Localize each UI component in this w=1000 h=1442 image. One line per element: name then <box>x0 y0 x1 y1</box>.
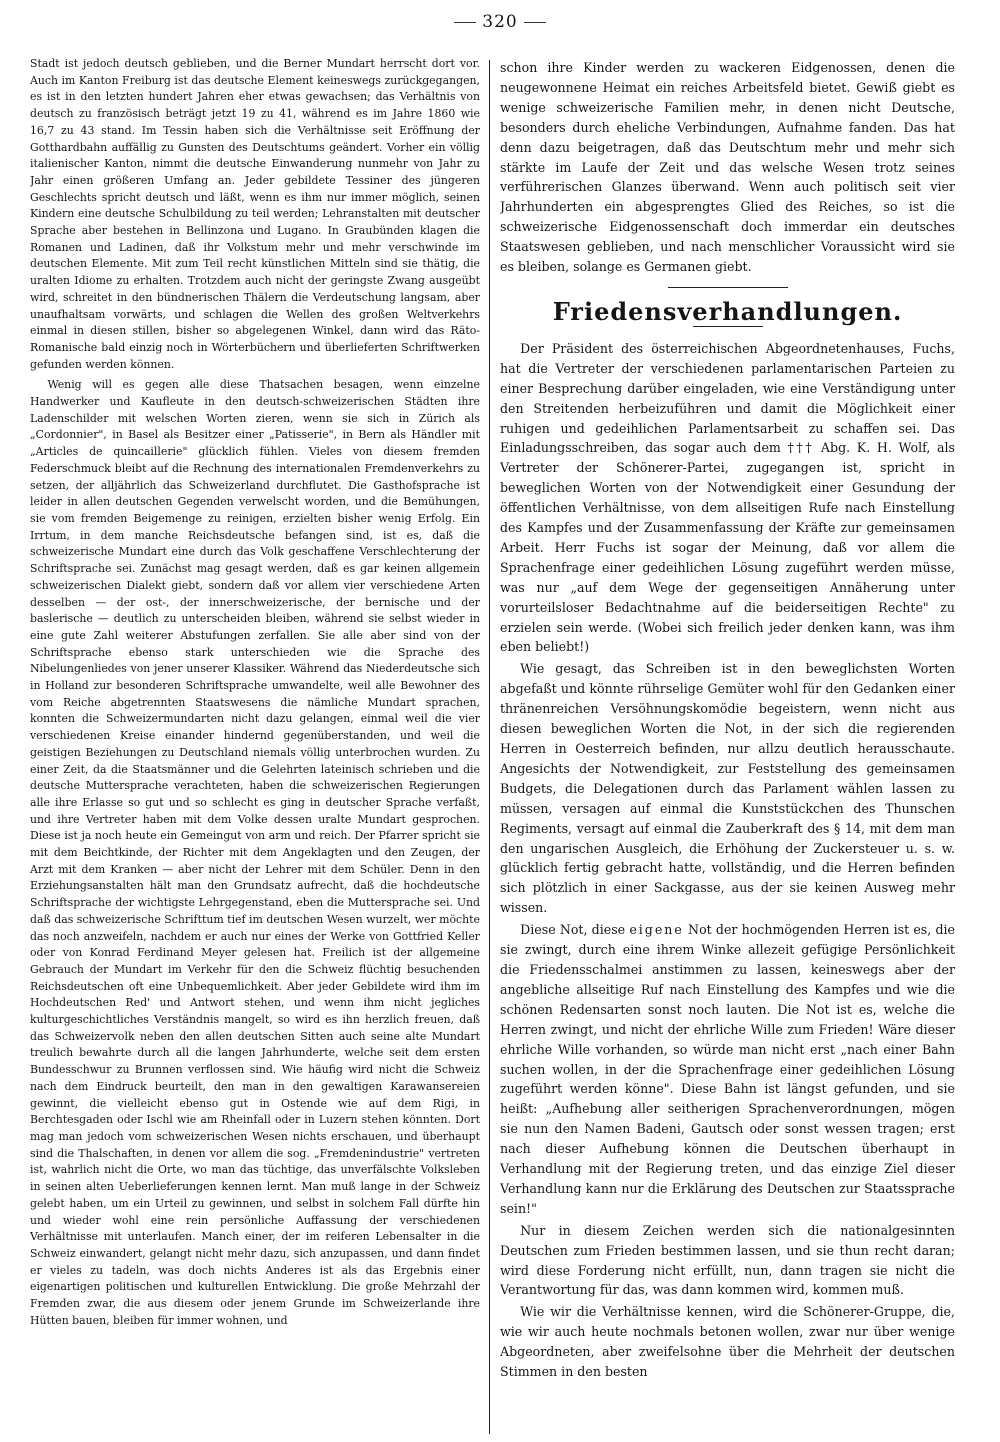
article-paragraph-1: Der Präsident des österreichischen Abgeordnetenhauses, Fuchs, hat die Vertreter der verschiedenen parlamentarischen Parteien zu einer Besprechung darüber eingeladen, wie eine Verständigung unter den Streitenden herbeizuführen und damit die Möglichkeit einer ruhigen und gedeihlichen Parlamentsarbeit zu schaffen sei. Das Einladungsschreiben, das sogar auch dem ††† Abg. K. H. Wolf, als Vertreter der Schönerer-Partei, zugegangen ist, spricht in beweglichen Worten von der Notwendigkeit einer Gesundung der öffentlichen Verhältnisse, von dem allseitigen Rufe nach Einstellung des Kampfes und der Zusammenfassung der Kräfte zur gemeinsamen Arbeit. Herr Fuchs ist sogar der Meinung, daß vor allem die Sprachenfrage einer gedeihlichen Lösung zugeführt werden müsse, was nur „auf dem Wege der gegenseitigen Annäherung unter vorurteilsloser Bedachtnahme auf die beiderseitigen Rechte" zu erzielen sein werde. (Wobei sich freilich jeder denken kann, was ihm eben beliebt!) <box>500 340 955 655</box>
article-paragraph-2: Wie gesagt, das Schreiben ist in den beweglichsten Worten abgefaßt und könnte rührselige Gemüter wohl für den Gedanken einer thränenreichen Versöhnungskomödie begeistern, wenn nicht aus diesen beweglichen Worten die Not, in der sich die regierenden Herren in Oesterreich befinden, nur allzu deutlich herausschaute. Angesichts der Notwendigkeit, zur Feststellung des gemeinsamen Budgets, die Delegationen durch das Parlament wählen lassen zu müssen, versagen auf einmal die Kunststückchen des Thunschen Regiments, versagt auf einmal die Zauberkraft des § 14, mit dem man den ungarischen Ausgleich, die Erhöhung der Zuckersteuer u. s. w. glücklich fertig gebracht hatte, vollständig, und die Herren befinden sich plötzlich in einer Sackgasse, aus der sie keinen Ausweg mehr wissen. <box>500 661 955 916</box>
left-paragraph-2: Wenig will es gegen alle diese Thatsachen besagen, wenn einzelne Handwerker und Kaufleute in den deutsch-schweizerischen Städten ihre Ladenschilder mit welschen Worten zieren, wenn sie sich in Zürich als „Cordonnier", in Basel als Besitzer einer „Patisserie", in Bern als Händler mit „Articles de quincaillerie" glücklich fühlen. Vieles von diesem fremden Federschmuck bleibt auf die Rechnung des internationalen Fremdenverkehrs zu setzen, der alljährlich das Schweizerland durchflutet. Die Gasthofsprache ist leider in allen deutschen Gegenden verwelscht worden, und die Bemühungen, sie vom fremden Beigemenge zu reinigen, erzielten bisher wenig Erfolg. Ein Irrtum, in dem manche Reichsdeutsche befangen sind, ist es, daß die schweizerische Mundart eine durch das Volk geschaffene Verschlechterung der Schriftsprache sei. Zunächst mag gesagt werden, daß es gar keinen allgemein schweizerischen Dialekt giebt, sondern daß vor allem vier verschiedene Arten desselben — der ost-, der innerschweizerische, der bernische und der baslerische — deutlich zu unterscheiden bleiben, während sie selbst wieder in eine gute Zahl weiterer Abstufungen zerfallen. Sie alle aber sind von der Schriftsprache ebenso stark unterschieden wie die Sprache des Nibelungenliedes von jener unserer Klassiker. Während das Niederdeutsche sich in Holland zur besonderen Schriftsprache umwandelte, weil alle Bewohner des vom Reiche abgetrennten Staatswesens die nämliche Mundart sprachen, konnten die Schweizermundarten nicht dazu gelangen, einmal weil die vier verschiedenen Kreise einander hindernd gegenüberstanden, und weil die geistigen Beziehungen zu Deutschland niemals völlig unterbrochen wurden. Zu einer Zeit, da die Staatsmänner und die Gelehrten lateinisch schrieben und die deutsche Muttersprache verachteten, haben die schweizerischen Regierungen alle ihre Erlasse so gut und so schlecht es ging in deutscher Sprache verfaßt, und ihre Vertreter haben mit dem Volke dessen uralte Mundart gesprochen. Diese ist ja noch heute ein Gemeingut von arm und reich. Der Pfarrer spricht sie mit dem Beichtkinde, der Richter mit dem Angeklagten und den Zeugen, der Arzt mit dem Kranken — aber nicht der Lehrer mit dem Schüler. Denn in den Erziehungsanstalten hält man den Grundsatz aufrecht, daß die hochdeutsche Schriftsprache der wichtigste Lehrgegenstand, eben die Muttersprache sei. Und daß das schweizerische Schrifttum tief im deutschen Wesen wurzelt, wer möchte das noch anzweifeln, nachdem er auch nur eines der Werke von Gottfried Keller oder von Konrad Ferdinand Meyer gelesen hat. Freilich ist der allgemeine Gebrauch der Mundart im Verkehr für den die Schweiz flüchtig besuchenden Reichsdeutschen oft eine Unbequemlichkeit. Aber jeder Gebildete wird ihm im Hochdeutschen Red' und Antwort stehen, und wenn ihm nicht jegliches kulturgeschichtliches Verständnis mangelt, so wird es ihn herzlich freuen, daß das Schweizervolk neben den allen deutschen Sitten auch seine alte Mundart treulich bewahrte durch all die langen Jahrhunderte, welche seit dem ersten Bundesschwur zu Brunnen verflossen sind. Wie häufig wird nicht die Schweiz nach dem Eindruck beurteilt, den man in den gewaltigen Karawansereien gewinnt, die vielleicht ebenso gut in Ostende wie auf dem Rigi, in Berchtesgaden oder Ischl wie am Rheinfall oder in Luzern stehen könnten. Dort mag man jedoch vom schweizerischen Wesen nichts erschauen, und überhaupt sind die Thalschaften, in denen vor allem die sog. „Fremdenindustrie" vertreten ist, wahrlich nicht die Orte, wo man das tüchtige, das unverfälschte Volksleben in seinen alten Ueberlieferungen kennen lernt. Man muß lange in der Schweiz gelebt haben, um ein Urteil zu gewinnen, und selbst in solchem Fall dürfte hin und wieder wohl eine rein persönliche Auffassung der verschiedenen Verhältnisse mit unterlaufen. Manch einer, der im reiferen Lebensalter in die Schweiz einwandert, gelangt nicht mehr dazu, sich anzupassen, und dann findet er vieles zu tadeln, was doch nichts Anderes ist als das Ergebnis einer eigenartigen politischen und kulturellen Entwicklung. Die große Mehrzahl der Fremden zwar, die aus diesem oder jenem Grunde im Schweizerlande ihre Hütten bauen, bleiben für immer wohnen, und <box>30 378 480 1327</box>
page-number <box>0 12 1000 32</box>
page-number-text: 320 <box>482 12 518 32</box>
right-continuation-paragraph: schon ihre Kinder werden zu wackeren Eidgenossen, denen die neugewonnene Heimat ein reiches Arbeitsfeld bietet. Gewiß giebt es wenige schweizerische Familien mehr, in denen nicht Deutsche, besonders durch eheliche Verbindungen, Aufnahme fanden. Das hat denn dazu beigetragen, daß das Deutschtum mehr und mehr sich stärkte im Laufe der Zeit und das welsche Wesen trotz seines verführerischen Glanzes überwand. Wenn auch politisch seit vier Jahrhunderten ein abgesprengtes Glied des Reiches, so ist die schweizerische Eidgenossenschaft doch immerdar ein deutsches Staatswesen geblieben, und nach menschlicher Voraussicht wird sie es bleiben, solange es Germanen giebt. <box>500 60 955 275</box>
title-rule <box>693 326 763 327</box>
left-column <box>30 56 480 1434</box>
right-column <box>500 56 955 1434</box>
article-title: Friedensverhandlungen. <box>552 296 903 326</box>
paragraph-3-emphasis: eigene <box>629 922 684 938</box>
article-paragraph-4: Nur in diesem Zeichen werden sich die nationalgesinnten Deutschen zum Frieden bestimmen lassen, und sie thun recht daran; wird diese Forderung nicht erfüllt, nun, dann tragen sie nicht die Verantwortung für das, was dann kommen wird, kommen muß. <box>500 1222 955 1298</box>
article-paragraph-5: Wie wir die Verhältnisse kennen, wird die Schönerer-Gruppe, die, wie wir auch heute nochmals betonen wollen, zwar nur über wenige Abgeordneten, aber zweifelsohne über die Mehrheit der deutschen Stimmen in den besten <box>500 1304 955 1380</box>
paragraph-3-start: Diese Not, diese <box>520 922 630 938</box>
left-paragraph-1: Stadt ist jedoch deutsch geblieben, und die Berner Mundart herrscht dort vor. Auch im Kanton Freiburg ist das deutsche Element keineswegs zurückgegangen, es ist in den letzten hundert Jahren eher etwas gewachsen; das Verhältnis von deutsch zu französisch beträgt jetzt 19 zu 41, während es im Jahre 1860 wie 16,7 zu 43 stand. Im Tessin haben sich die Verhältnisse seit Eröffnung der Gotthardbahn auffällig zu Gunsten des Deutschtums geändert. Vorher ein völlig italienischer Kanton, nimmt die deutsche Einwanderung nunmehr von Jahr zu Jahr einen größeren Umfang an. Jeder gebildete Tessiner des jüngeren Geschlechts spricht deutsch und läßt, wenn es ihm nur immer möglich, seinen Kindern eine deutsche Schulbildung zu teil werden; Lehranstalten mit deutscher Sprache aber bestehen in Bellinzona und Lugano. In Graubünden klagen die Romanen und Ladinen, daß ihr Volkstum mehr und mehr verschwinde im deutschen Elemente. Mit zum Teil recht künstlichen Mitteln sind sie thätig, die uralten Idiome zu erhalten. Trotzdem auch nicht der geringste Zwang ausgeübt wird, schreitet in den bündnerischen Thälern die Verdeutschung langsam, aber unaufhaltsam vorwärts, und schlagen die Wellen des großen Weltverkehrs einmal in diesen stillen, bisher so abgelegenen Winkel, dann wird das Räto-Romanische bald einzig noch in Wörterbüchern und überlieferten Schriftwerken gefunden werden können. <box>30 57 480 371</box>
article-paragraph-3 <box>500 920 955 1219</box>
section-separator <box>668 287 788 288</box>
paragraph-3-rest: Not der hochmögenden Herren ist es, die sie zwingt, durch eine ihrem Winke allezeit gefügige Persönlichkeit die Friedensschalmei anstimmen zu lassen, keineswegs aber der angebliche allseitige Ruf nach Einstellung des Kampfes und wie die schönen Redensarten sonst noch lauten. Die Not ist es, welche die Herren zwingt, und nicht der ehrliche Wille zum Frieden! Wäre dieser ehrliche Wille vorhanden, so würde man nicht erst „nach einer Bahn suchen wollen, in der die Sprachenfrage einer gedeihlichen Lösung zugeführt werden könne". Diese Bahn ist längst gefunden, und sie heißt: „Aufhebung aller seitherigen Sprachenverordnungen, mögen sie nun den Namen Badeni, Gautsch oder sonst wessen tragen; erst nach dieser Aufhebung können die Deutschen überhaupt in Verhandlung mit der Regierung treten, und das einzige Ziel dieser Verhandlung kann nur die Erklärung des Deutschen zur Staatssprache sein!" <box>500 922 955 1216</box>
column-divider <box>489 60 490 1434</box>
